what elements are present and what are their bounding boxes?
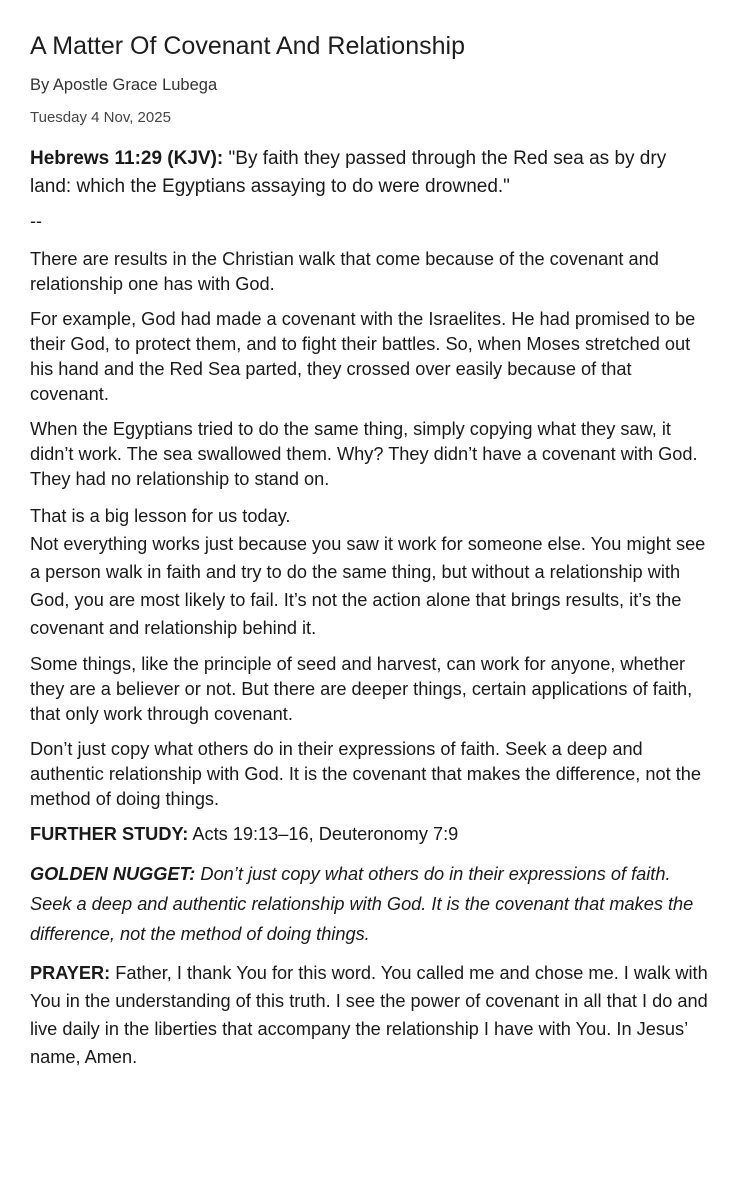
scripture-text: "By faith they passed through the Red sea as by dry land: which the Egyptians assaying to do were drowned.": [30, 148, 667, 197]
further-study: [30, 822, 709, 847]
prayer: [30, 959, 709, 1071]
body-paragraph: That is a big lesson for us today. Not everything works just because you saw it work for someone else. You might see a person walk in faith and try to do the same thing, but without a relationship with God, you are most likely to fail. It’s not the action alone that brings results, it’s the covenant and relationship behind it.: [30, 506, 706, 638]
scripture-verse: [30, 145, 709, 201]
body-paragraph: Some things, like the principle of seed and harvest, can work for anyone, whether they are a believer or not. But there are deeper things, certain applications of faith, that only work through covenant.: [30, 654, 693, 724]
prayer-text: Father, I thank You for this word. You called me and chose me. I walk with You in the understanding of this truth. I see the power of covenant in all that I do and live daily in the liberties that accompany the relationship I have with You. In Jesus’ name, Amen.: [30, 963, 708, 1067]
golden-nugget: [30, 859, 709, 949]
prayer-label: PRAYER:: [30, 963, 111, 983]
section-divider: --: [30, 211, 42, 231]
scripture-reference: Hebrews 11:29 (KJV):: [30, 148, 224, 169]
publish-date: Tuesday 4 Nov, 2025: [30, 109, 171, 126]
further-study-text: Acts 19:13–16, Deuteronomy 7:9: [188, 824, 459, 844]
golden-nugget-text: Don’t just copy what others do in their expressions of faith. Seek a deep and authentic relationship with God. It is the covenant that makes the difference, not the method of doing things.: [30, 864, 694, 944]
body-paragraph: There are results in the Christian walk that come because of the covenant and relationship one has with God.: [30, 249, 659, 294]
golden-nugget-label: GOLDEN NUGGET:: [30, 864, 196, 884]
body-paragraph: When the Egyptians tried to do the same thing, simply copying what they saw, it didn’t work. The sea swallowed them. Why? They didn’t have a covenant with God. They had no relationship to stand on.: [30, 419, 698, 489]
author-byline: By Apostle Grace Lubega: [30, 76, 218, 94]
further-study-label: FURTHER STUDY:: [30, 824, 189, 844]
body-paragraph: Don’t just copy what others do in their expressions of faith. Seek a deep and authentic relationship with God. It is the covenant that makes the difference, not the method of doing things.: [30, 739, 701, 809]
article-title: A Matter Of Covenant And Relationship: [30, 32, 465, 60]
body-paragraph: For example, God had made a covenant with the Israelites. He had promised to be their God, to protect them, and to fight their battles. So, when Moses stretched out his hand and the Red Sea parted, they crossed over easily because of that covenant.: [30, 309, 696, 404]
